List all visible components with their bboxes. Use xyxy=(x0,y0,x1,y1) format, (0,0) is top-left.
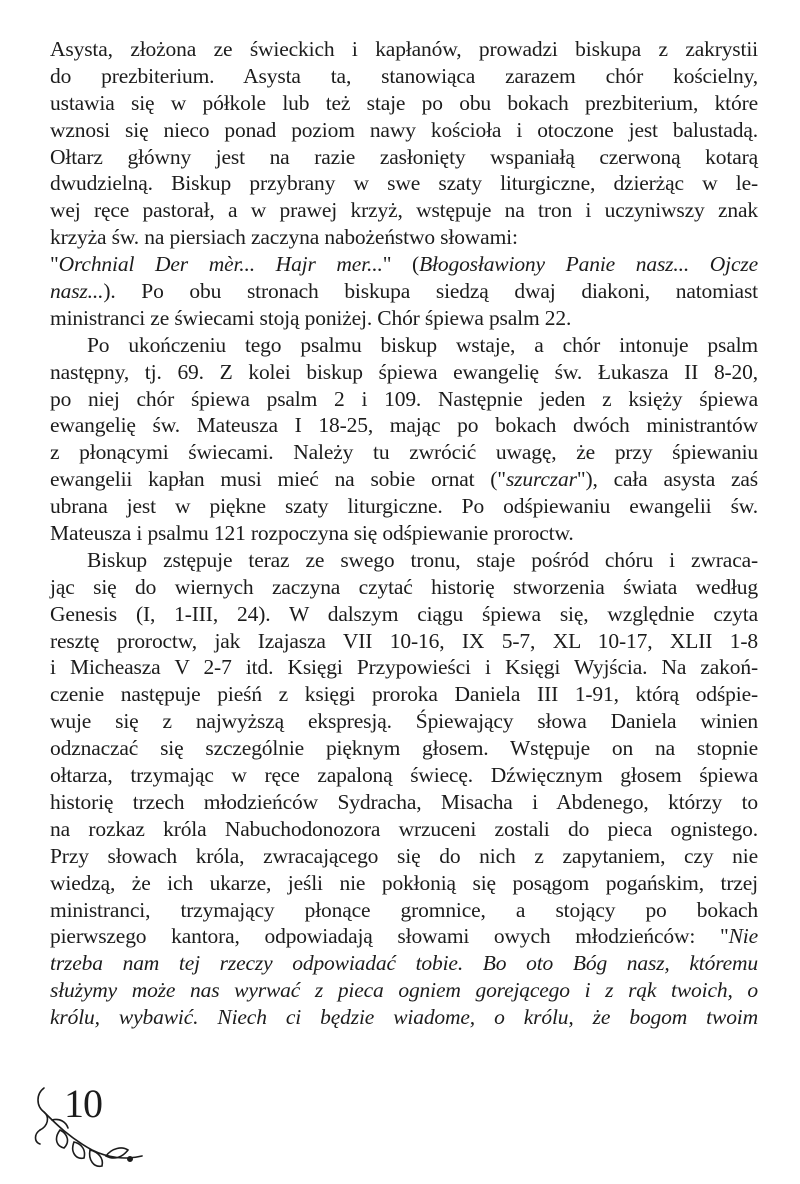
text-span: Genesis (I, 1-III, 24). W dalszym ciągu śpiewa się, względnie czyta xyxy=(50,601,758,626)
text-span: ustawia się w półkole lub też staje po obu bokach prezbiterium, które xyxy=(50,90,758,115)
text-span: Mateusza i psalmu 121 rozpoczyna się odśpiewanie proroctw. xyxy=(50,521,574,546)
text-span: ). Po obu stronach biskupa siedzą dwaj diakoni, natomiast xyxy=(103,279,758,304)
text-line xyxy=(50,36,758,63)
italic-text-span: Błogosławiony Panie nasz... Ojcze xyxy=(419,252,758,277)
text-line xyxy=(50,708,758,735)
text-span: do prezbiterium. Asysta ta, stanowiąca zarazem chór kościelny, xyxy=(50,63,758,88)
italic-text-span: nasz... xyxy=(50,279,104,304)
text-span: wiedzą, że ich ukarze, jeśli nie pokłonią się posągom pogańskim, trzej xyxy=(50,870,758,895)
text-line xyxy=(50,466,758,493)
text-line xyxy=(50,816,758,843)
text-line xyxy=(50,628,758,655)
text-line xyxy=(50,305,758,332)
text-span: krzyża św. na piersiach zaczyna nabożeństwo słowami: xyxy=(50,225,518,250)
text-span: pierwszego kantora, odpowiadają słowami owych młodzieńców: " xyxy=(50,924,729,949)
text-span: Ołtarz główny jest na razie zasłonięty wspaniałą czerwoną kotarą xyxy=(50,144,758,169)
text-span: " ( xyxy=(382,252,420,277)
text-line xyxy=(50,278,758,305)
text-span: wuje się z najwyższą ekspresją. Śpiewający słowa Daniela winien xyxy=(50,709,758,734)
text-span: jąc się do wiernych zaczyna czytać historię stworzenia świata według xyxy=(50,574,758,599)
text-span: ministranci, trzymający płonące gromnice, a stojący po bokach xyxy=(50,897,758,922)
text-line xyxy=(50,897,758,924)
text-line xyxy=(50,251,758,278)
text-span: po niej chór śpiewa psalm 2 i 109. Następnie jeden z księży śpiewa xyxy=(50,386,758,411)
text-line xyxy=(50,654,758,681)
text-line xyxy=(50,923,758,950)
text-line xyxy=(50,224,758,251)
text-span: ewangelii kapłan musi mieć na sobie ornat (" xyxy=(50,467,506,492)
text-line xyxy=(50,681,758,708)
page-number: 10 xyxy=(64,1081,102,1126)
text-line xyxy=(50,547,758,574)
text-line xyxy=(50,412,758,439)
italic-text-span: Orchnial Der mèr... Hajr mer... xyxy=(58,252,383,277)
text-line xyxy=(50,1004,758,1031)
text-line xyxy=(50,735,758,762)
text-line xyxy=(50,493,758,520)
text-line xyxy=(50,574,758,601)
text-line xyxy=(50,762,758,789)
text-line xyxy=(50,90,758,117)
text-span: odznaczać się szczególnie pięknym głosem. Wstępuje on na stopnie xyxy=(50,736,758,761)
text-span: resztę proroctw, jak Izajasza VII 10-16, IX 5-7, XL 10-17, XLII 1-8 xyxy=(50,628,758,653)
text-line xyxy=(50,789,758,816)
text-line xyxy=(50,197,758,224)
text-span: ewangelię św. Mateusza I 18-25, mając po bokach dwóch ministrantów xyxy=(50,413,758,438)
text-line xyxy=(50,63,758,90)
text-line xyxy=(50,386,758,413)
body-text xyxy=(50,36,758,1031)
text-span: czenie następuje pieśń z księgi proroka Daniela III 1-91, którą odśpie- xyxy=(50,682,758,707)
text-line xyxy=(50,843,758,870)
page-footer xyxy=(30,1080,150,1180)
italic-text-span: szurczar xyxy=(505,467,577,492)
text-span: Asysta, złożona ze świeckich i kapłanów, prowadzi biskupa z zakrystii xyxy=(50,37,758,61)
text-span: wej ręce pastorał, a w prawej krzyż, wstępuje na tron i uczyniwszy znak xyxy=(50,198,758,223)
italic-text-span: królu, wybawić. Niech ci będzie wiadome, o królu, że bogom twoim xyxy=(50,1005,758,1030)
text-span: na rozkaz króla Nabuchodonozora wrzuceni zostali do pieca ognistego. xyxy=(50,816,758,841)
text-span: ubrana jest w piękne szaty liturgiczne. Po odśpiewaniu ewangelii św. xyxy=(50,494,758,519)
text-span: historię trzech młodzieńców Sydracha, Misacha i Abdenego, którzy to xyxy=(50,789,758,814)
text-line xyxy=(50,977,758,1004)
text-span: " xyxy=(50,252,59,277)
text-span: Po ukończeniu tego psalmu biskup wstaje, a chór intonuje psalm xyxy=(87,332,758,357)
text-line xyxy=(50,332,758,359)
text-span: dwudzielną. Biskup przybrany w swe szaty liturgiczne, dzierżąc w le- xyxy=(50,171,758,196)
text-span: wznosi się nieco ponad poziom nawy kościoła i otoczone jest balustadą. xyxy=(50,117,758,142)
text-line xyxy=(50,520,758,547)
text-span: "), cała asysta zaś xyxy=(576,467,758,492)
text-span: następny, tj. 69. Z kolei biskup śpiewa ewangelię św. Łukasza II 8-20, xyxy=(50,359,758,384)
text-line xyxy=(50,359,758,386)
text-line xyxy=(50,950,758,977)
text-line xyxy=(50,117,758,144)
text-span: ministranci ze świecami stoją poniżej. Chór śpiewa psalm 22. xyxy=(50,305,572,330)
text-span: Biskup zstępuje teraz ze swego tronu, staje pośród chóru i zwraca- xyxy=(87,547,758,572)
text-span: ołtarza, trzymając w ręce zapaloną świecę. Dźwięcznym głosem śpiewa xyxy=(50,763,758,788)
text-line xyxy=(50,439,758,466)
text-span: z płonącymi świecami. Należy tu zwrócić uwagę, że przy śpiewaniu xyxy=(50,440,758,465)
italic-text-span: służymy może nas wyrwać z pieca ogniem gorejącego i z rąk twoich, o xyxy=(50,978,758,1003)
text-line xyxy=(50,170,758,197)
text-line xyxy=(50,144,758,171)
italic-text-span: trzeba nam tej rzeczy odpowiadać tobie. Bo oto Bóg nasz, któremu xyxy=(50,951,758,976)
text-line xyxy=(50,601,758,628)
italic-text-span: Nie xyxy=(728,924,758,949)
text-line xyxy=(50,870,758,897)
text-span: Przy słowach króla, zwracającego się do nich z zapytaniem, czy nie xyxy=(50,843,758,868)
text-span: i Micheasza V 2-7 itd. Księgi Przypowieści i Księgi Wyjścia. Na zakoń- xyxy=(50,655,758,680)
